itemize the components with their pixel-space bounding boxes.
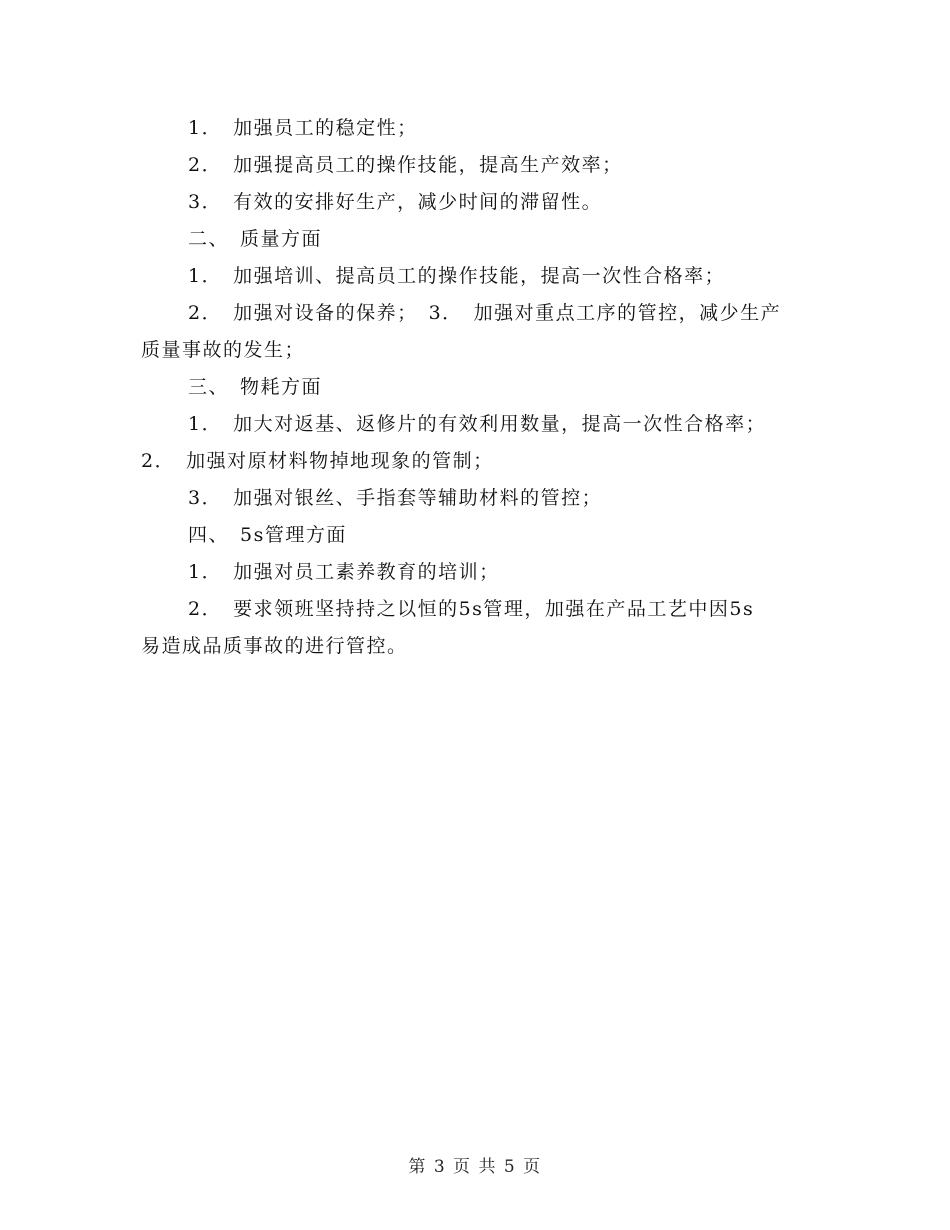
section-heading: 二、 质量方面 [188,228,323,250]
text-line: 易造成品质事故的进行管控。 [141,635,408,657]
section-heading: 三、 物耗方面 [188,376,323,398]
text-line: 1． 加强对员工素养教育的培训； [188,561,500,583]
text-line: 1． 加大对返基、返修片的有效利用数量，提高一次性合格率； [188,413,767,435]
text-line: 2． 加强提高员工的操作技能，提高生产效率； [188,154,623,176]
page-number-footer: 第 3 页 共 5 页 [408,1157,542,1177]
text-line: 2． 加强对设备的保养； 3． 加强对重点工序的管控，减少生产 [188,302,782,324]
document-body [141,110,821,665]
text-line: 1． 加强员工的稳定性； [188,117,418,139]
text-line: 质量事故的发生； [141,339,306,361]
text-line: 2． 要求领班坚持持之以恒的5s管理，加强在产品工艺中因5s [188,598,755,620]
text-line: 2． 加强对原材料物掉地现象的管制； [141,450,494,472]
text-line: 1． 加强培训、提高员工的操作技能，提高一次性合格率； [188,265,726,287]
section-heading: 四、 5s管理方面 [188,524,347,546]
text-line: 3． 有效的安排好生产，减少时间的滞留性。 [188,191,603,213]
text-line: 3． 加强对银丝、手指套等辅助材料的管控； [188,487,603,509]
